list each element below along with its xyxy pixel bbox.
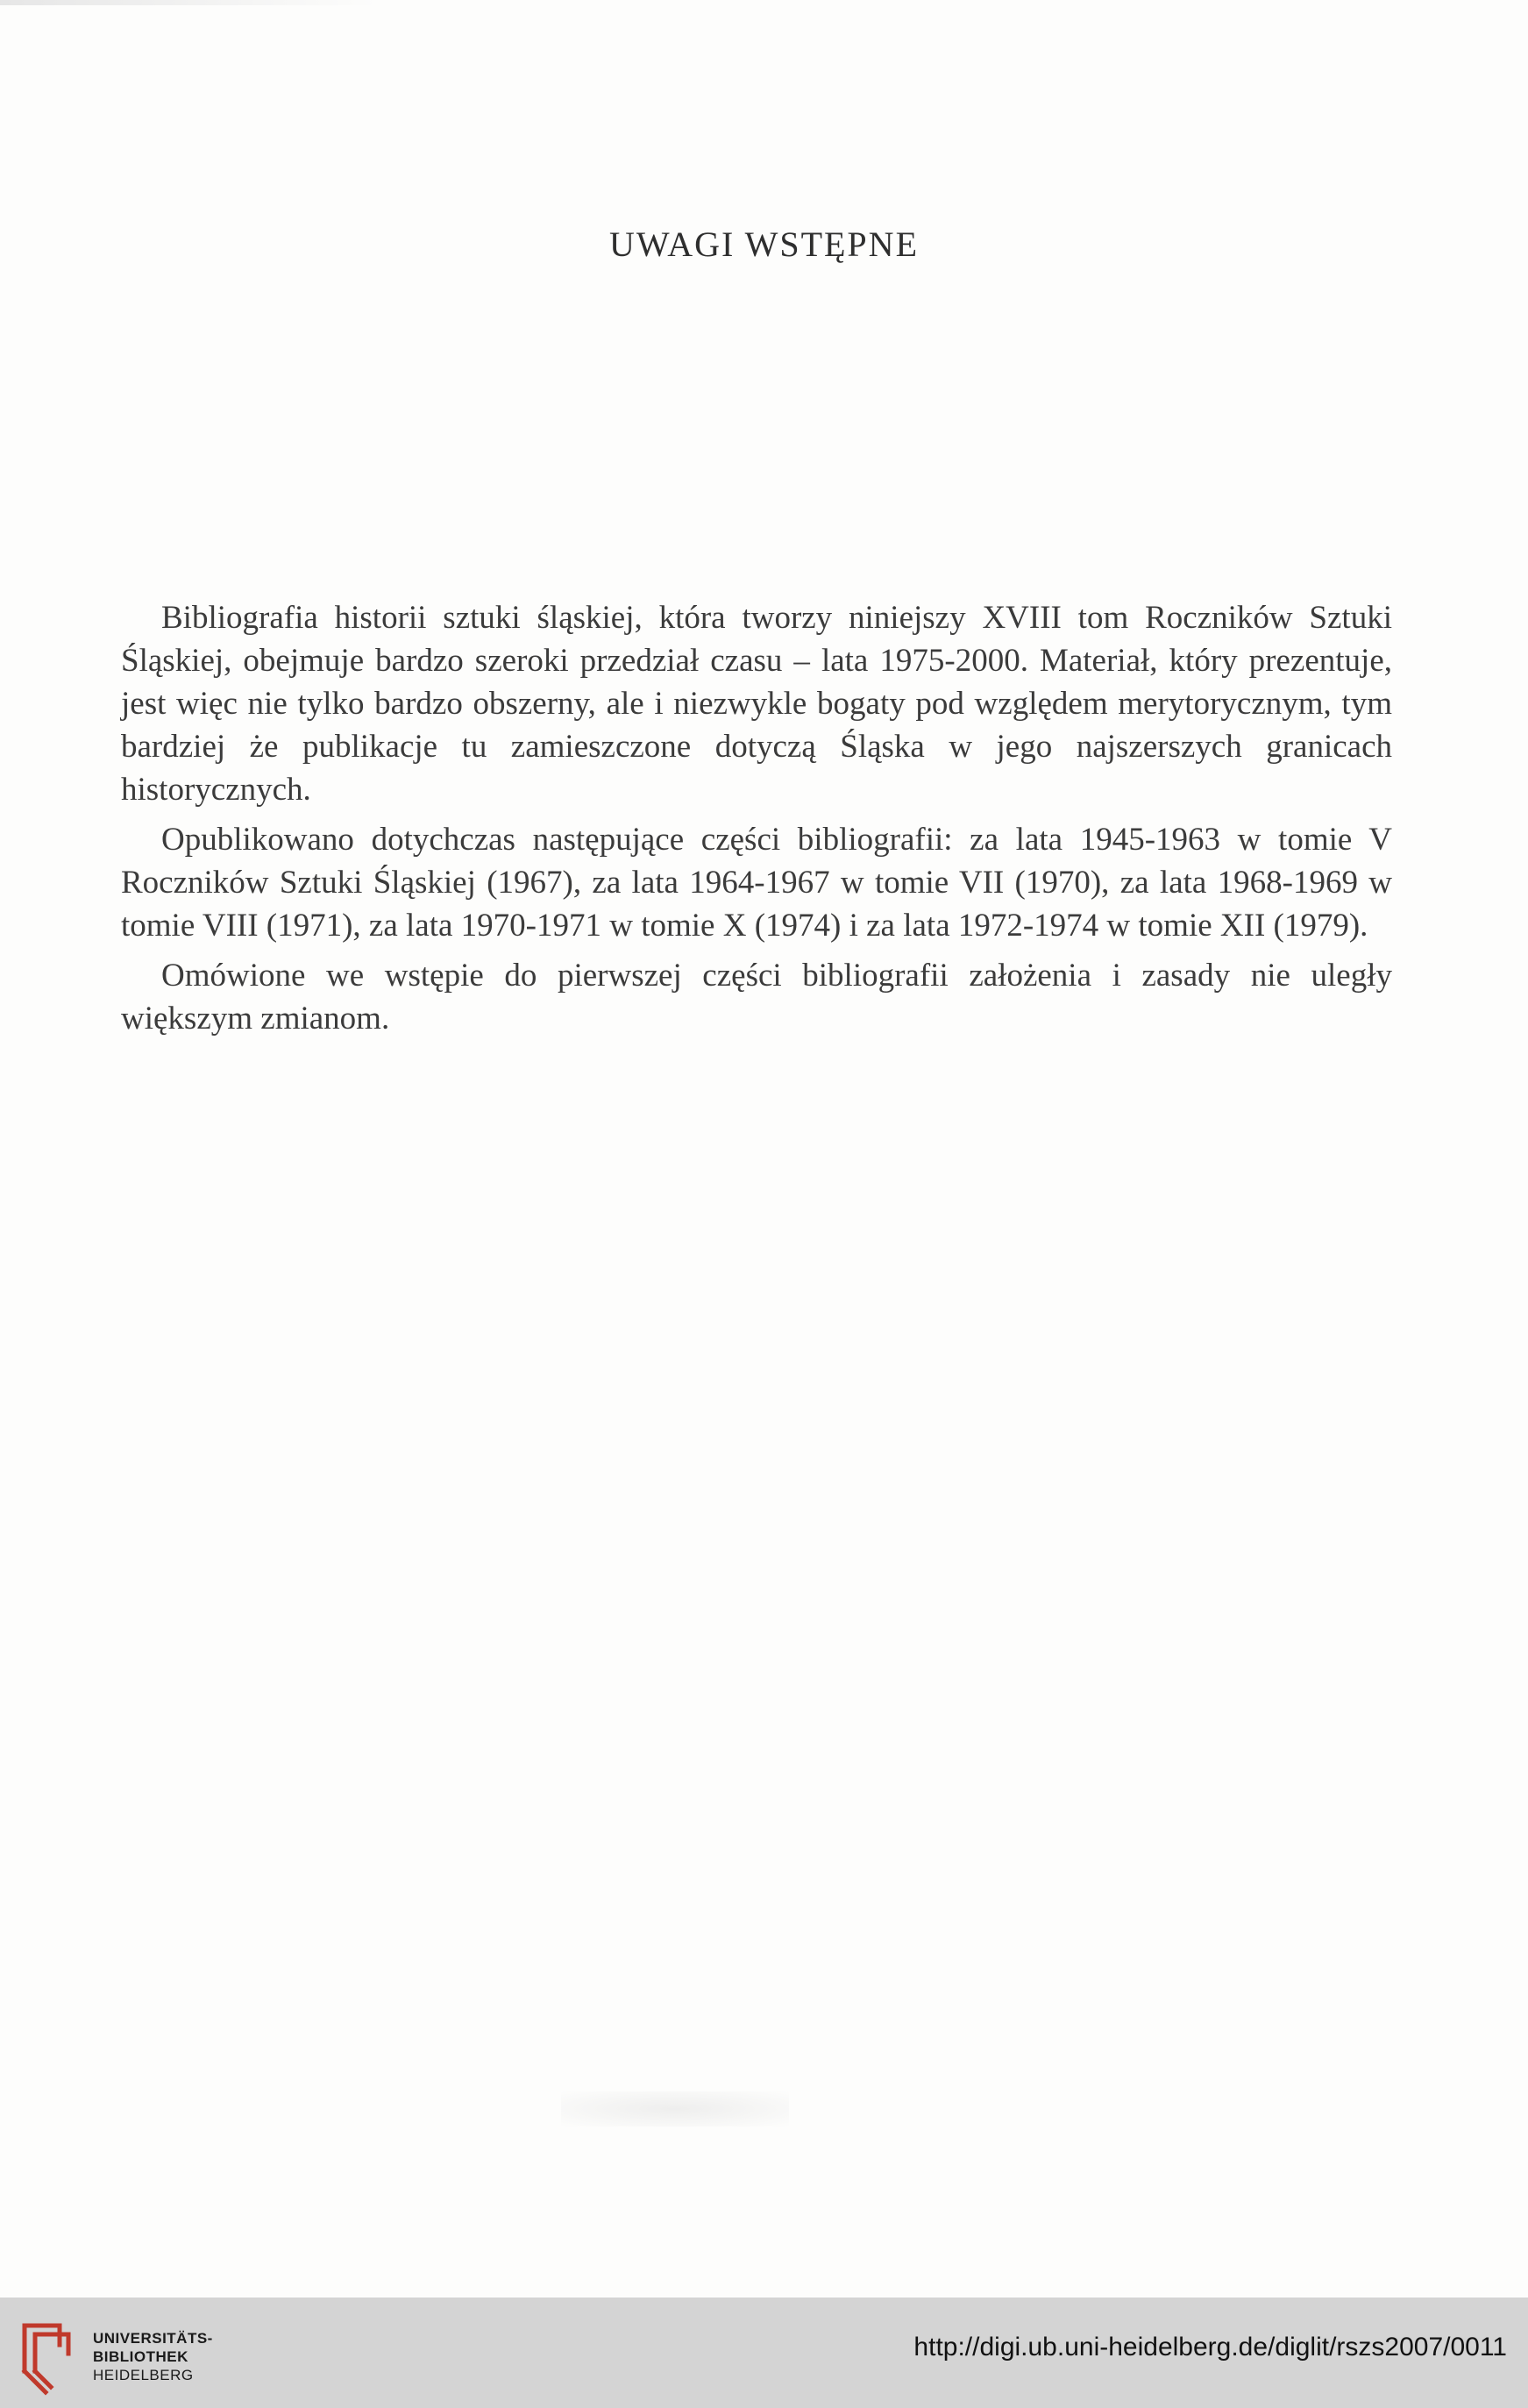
logo-line-3: HEIDELBERG [93, 2367, 194, 2383]
logo-line-2: BIBLIOTHEK [93, 2348, 188, 2365]
page-title: UWAGI WSTĘPNE [608, 224, 919, 264]
library-logo-icon [16, 2319, 82, 2396]
library-logo-text [93, 2329, 213, 2384]
library-logo[interactable] [16, 2310, 244, 2396]
paragraph-2: Opublikowano dotychczas następujące części bibliografii: za lata 1945-1963 w tomie V Roczników Sztuki Śląskiej (1967), za lata 1964-1967 w tomie VII (1970), za lata 1968-1969 w tomie VIII (1971), za lata 1970-1971 w tomie X (1974) i za lata 1972-1974 w tomie XII (1979). [121, 822, 1392, 944]
paragraph-1: Bibliografia historii sztuki śląskiej, która tworzy niniejszy XVIII tom Roczników Sztuki Śląskiej, obejmuje bardzo szeroki przedział czasu – lata 1975-2000. Materiał, który prezentuje, jest więc nie tylko bardzo obszerny, ale i niezwykle bogaty pod względem merytorycznym, tym bardziej że publikacje tu zamieszczone dotyczą Śląska w jego najszerszych granicach historycznych. [121, 600, 1392, 808]
scan-edge-shadow [0, 0, 377, 5]
body-text [121, 596, 1392, 1047]
page-url-link[interactable]: http://digi.ub.uni-heidelberg.de/diglit/rszs2007/0011 [913, 2333, 1507, 2362]
scan-smudge [561, 2091, 789, 2127]
paragraph-3: Omówione we wstępie do pierwszej części bibliografii założenia i zasady nie uległy większym zmianom. [121, 958, 1392, 1037]
footer-bar [0, 2298, 1528, 2408]
logo-line-1: UNIVERSITÄTS- [93, 2330, 213, 2347]
